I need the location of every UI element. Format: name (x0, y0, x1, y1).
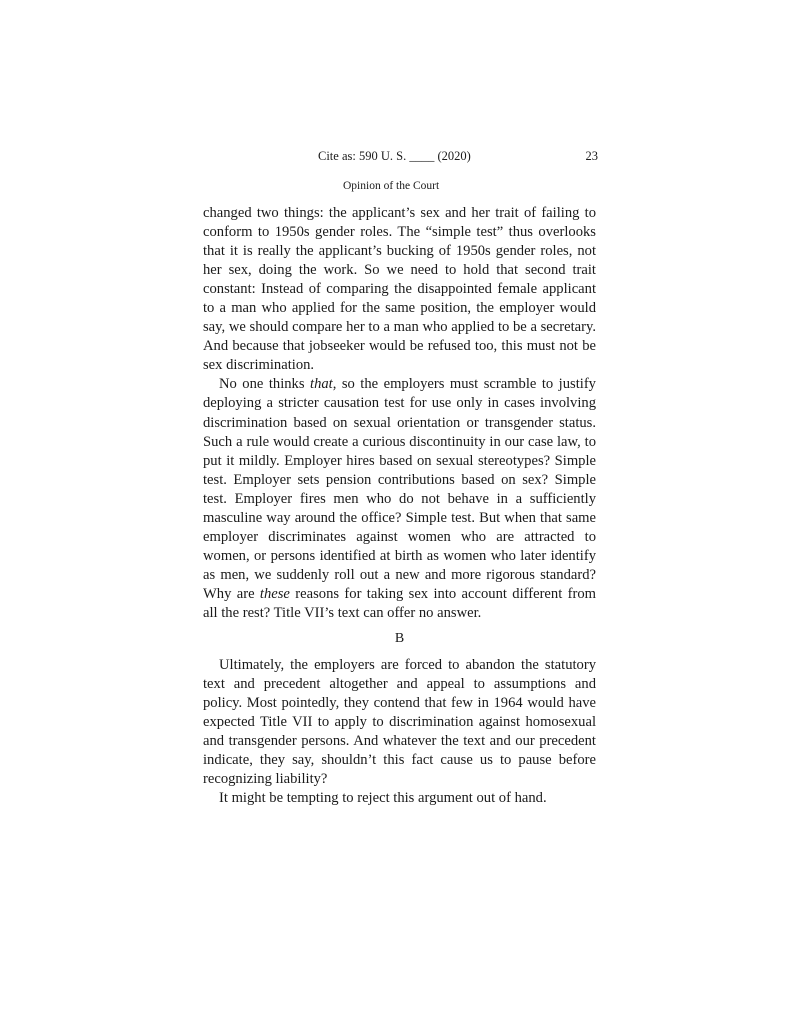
opinion-body (203, 204, 596, 808)
citation: Cite as: 590 U. S. ____ (2020) (318, 149, 471, 163)
page-header (318, 148, 598, 164)
section-heading-b: B (394, 631, 405, 647)
page-number: 23 (585, 149, 598, 163)
paragraph-text: reasons for taking sex into account different from all the rest? Title VII’s text can offer no answer. (203, 585, 596, 621)
emphasis-these: these (259, 585, 290, 602)
running-head: Opinion of the Court (343, 180, 440, 192)
paragraph-no-one-thinks (203, 375, 596, 623)
paragraph-tempting: It might be tempting to reject this argument out of hand. (219, 790, 547, 807)
paragraph-ultimately: Ultimately, the employers are forced to abandon the statutory text and precedent altogether and appeal to assumptions and policy. Most pointedly, they contend that few in 1964 would have expected Title VII to apply to discrimination against homosexual and transgender persons. And whatever the text and our precedent indicate, they say, shouldn’t this fact cause us to pause before recognizing liability? (203, 657, 596, 788)
paragraph-continuation: changed two things: the applicant’s sex and her trait of failing to conform to 1950s gender roles. The “simple test” thus overlooks that it is really the applicant’s bucking of 1950s gender roles, not her sex, doing the work. So we need to hold that second trait constant: Instead of comparing the disappointed female applicant to a man who applied for the same position, the employer would say, we should compare her to a man who applied to be a secretary. And because that jobseeker would be refused too, this must not be sex discrimination. (203, 205, 596, 374)
paragraph-text: , so the employers must scramble to justify deploying a stricter causation test for use only in cases involving discrimination based on sexual orientation or transgender status. Such a rule would create a curious discontinuity in our case law, to put it mildly. Employer hires based on sexual stereotypes? Simple test. Employer sets pension contributions based on sex? Simple test. Employer fires men who do not behave in a sufficiently masculine way around the office? Simple test. But when that same employer discriminates against women who are attracted to women, or persons identified at birth as women who later identify as men, we suddenly roll out a new and more rigorous standard? Why are (203, 376, 596, 602)
emphasis-that: that (310, 376, 333, 393)
paragraph-text: No one thinks (219, 376, 311, 393)
